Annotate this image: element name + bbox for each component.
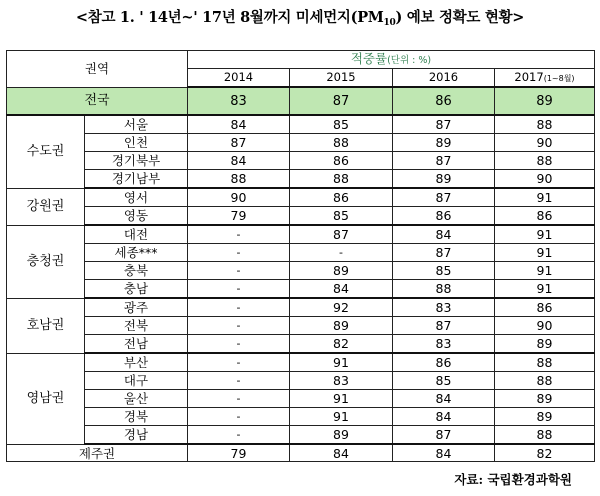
national-row — [7, 87, 595, 115]
table-cell: 84 — [188, 152, 290, 170]
subregion-label: 전남 — [85, 335, 188, 354]
table-cell: 86 — [290, 152, 393, 170]
table-cell: 90 — [495, 317, 595, 335]
table-cell: - — [188, 280, 290, 299]
table-cell: - — [188, 244, 290, 262]
subregion-label: 부산 — [85, 353, 188, 372]
national-2017: 89 — [495, 87, 595, 115]
table-cell: 89 — [393, 134, 495, 152]
table-cell: 84 — [393, 225, 495, 244]
region-group-label: 수도권 — [7, 115, 85, 188]
table-cell: 87 — [393, 317, 495, 335]
table-cell: 91 — [495, 244, 595, 262]
table-cell: 85 — [393, 372, 495, 390]
table-cell: 91 — [495, 262, 595, 280]
region-group-label: 영남권 — [7, 353, 85, 444]
subregion-label: 광주 — [85, 298, 188, 317]
table-row — [7, 280, 595, 299]
jeju-label: 제주권 — [7, 444, 188, 462]
table-cell: 83 — [393, 335, 495, 354]
year-2017: 2017(1~8월) — [495, 69, 595, 88]
table-cell: - — [188, 225, 290, 244]
table-cell: 90 — [188, 188, 290, 207]
table-cell: 82 — [290, 335, 393, 354]
table-row — [7, 372, 595, 390]
table-cell: - — [188, 390, 290, 408]
region-group-label: 강원권 — [7, 188, 85, 225]
table-cell: 86 — [495, 207, 595, 226]
table-cell: 92 — [290, 298, 393, 317]
table-cell: 88 — [188, 170, 290, 189]
subregion-label: 서울 — [85, 115, 188, 134]
table-cell: 87 — [393, 115, 495, 134]
year-2016: 2016 — [393, 69, 495, 88]
table-cell: 90 — [495, 134, 595, 152]
subregion-label: 대구 — [85, 372, 188, 390]
table-row — [7, 188, 595, 207]
subregion-label: 충남 — [85, 280, 188, 299]
table-cell: 87 — [393, 426, 495, 445]
table-cell: 84 — [188, 115, 290, 134]
table-cell: 86 — [290, 188, 393, 207]
table-cell: 87 — [393, 152, 495, 170]
table-row — [7, 262, 595, 280]
table-cell: 91 — [495, 188, 595, 207]
source-note: 자료: 국립환경과학원 — [454, 472, 572, 487]
table-cell: 91 — [290, 408, 393, 426]
table-cell: 83 — [290, 372, 393, 390]
table-cell: - — [188, 298, 290, 317]
table-row — [7, 115, 595, 134]
table-cell: 89 — [393, 170, 495, 189]
table-cell: 85 — [290, 207, 393, 226]
table-cell: 86 — [393, 353, 495, 372]
table-row — [7, 152, 595, 170]
subregion-label: 세종*** — [85, 244, 188, 262]
rate-header: 적중률(단위 : %) — [188, 51, 595, 69]
forecast-accuracy-table — [6, 50, 595, 462]
table-row — [7, 335, 595, 354]
table-row — [7, 408, 595, 426]
table-cell: 89 — [495, 335, 595, 354]
table-cell: 89 — [495, 408, 595, 426]
table-cell: 87 — [393, 244, 495, 262]
table-cell: 84 — [393, 408, 495, 426]
national-2015: 87 — [290, 87, 393, 115]
table-row — [7, 225, 595, 244]
subregion-label: 경북 — [85, 408, 188, 426]
table-cell: 89 — [290, 426, 393, 445]
table-cell: 88 — [393, 280, 495, 299]
table-row — [7, 317, 595, 335]
national-2014: 83 — [188, 87, 290, 115]
table-cell: 79 — [188, 444, 290, 462]
table-cell: 87 — [393, 188, 495, 207]
table-cell: 84 — [290, 280, 393, 299]
document-title: <참고 1. ' 14년~' 17년 8월까지 미세먼지$(PM_{10})$ 예보 정확도 현황> — [75, 9, 525, 28]
table-cell: 89 — [290, 317, 393, 335]
table-cell: - — [188, 372, 290, 390]
region-header: 권역 — [7, 51, 188, 88]
table-cell: 91 — [495, 225, 595, 244]
table-cell: 87 — [188, 134, 290, 152]
table-cell: 86 — [393, 207, 495, 226]
table-cell: 88 — [290, 134, 393, 152]
table-cell: 84 — [393, 390, 495, 408]
subregion-label: 대전 — [85, 225, 188, 244]
table-cell: 85 — [393, 262, 495, 280]
table-cell: 89 — [290, 262, 393, 280]
table-row — [7, 134, 595, 152]
subregion-label: 경기북부 — [85, 152, 188, 170]
region-group-label: 호남권 — [7, 298, 85, 353]
region-group-label: 충청권 — [7, 225, 85, 298]
table-cell: 84 — [290, 444, 393, 462]
table-cell: 88 — [495, 426, 595, 445]
subregion-label: 경기남부 — [85, 170, 188, 189]
table-cell: - — [290, 244, 393, 262]
table-cell: 88 — [495, 372, 595, 390]
table-cell: 91 — [290, 390, 393, 408]
table-cell: 88 — [290, 170, 393, 189]
subregion-label: 영서 — [85, 188, 188, 207]
subregion-label: 울산 — [85, 390, 188, 408]
table-cell: 88 — [495, 152, 595, 170]
year-2015: 2015 — [290, 69, 393, 88]
table-row — [7, 353, 595, 372]
subregion-label: 경남 — [85, 426, 188, 445]
table-row — [7, 298, 595, 317]
table-cell: - — [188, 426, 290, 445]
table-cell: 86 — [495, 298, 595, 317]
table-cell: 91 — [495, 280, 595, 299]
table-cell: - — [188, 353, 290, 372]
subregion-label: 영동 — [85, 207, 188, 226]
table-cell: 82 — [495, 444, 595, 462]
table-row — [7, 244, 595, 262]
table-cell: 89 — [495, 390, 595, 408]
table-cell: 79 — [188, 207, 290, 226]
year-2014: 2014 — [188, 69, 290, 88]
table-row — [7, 390, 595, 408]
table-cell: - — [188, 317, 290, 335]
subregion-label: 인천 — [85, 134, 188, 152]
table-cell: - — [188, 335, 290, 354]
table-cell: 90 — [495, 170, 595, 189]
table-row — [7, 170, 595, 189]
national-label: 전국 — [7, 87, 188, 115]
national-2016: 86 — [393, 87, 495, 115]
table-row — [7, 207, 595, 226]
table-cell: 88 — [495, 115, 595, 134]
table-cell: 91 — [290, 353, 393, 372]
header-row — [7, 51, 595, 69]
table-cell: - — [188, 262, 290, 280]
table-cell: - — [188, 408, 290, 426]
table-cell: 84 — [393, 444, 495, 462]
subregion-label: 전북 — [85, 317, 188, 335]
table-cell: 83 — [393, 298, 495, 317]
table-row — [7, 426, 595, 445]
table-cell: 85 — [290, 115, 393, 134]
jeju-row — [7, 444, 595, 462]
table-cell: 88 — [495, 353, 595, 372]
table-cell: 87 — [290, 225, 393, 244]
subregion-label: 충북 — [85, 262, 188, 280]
